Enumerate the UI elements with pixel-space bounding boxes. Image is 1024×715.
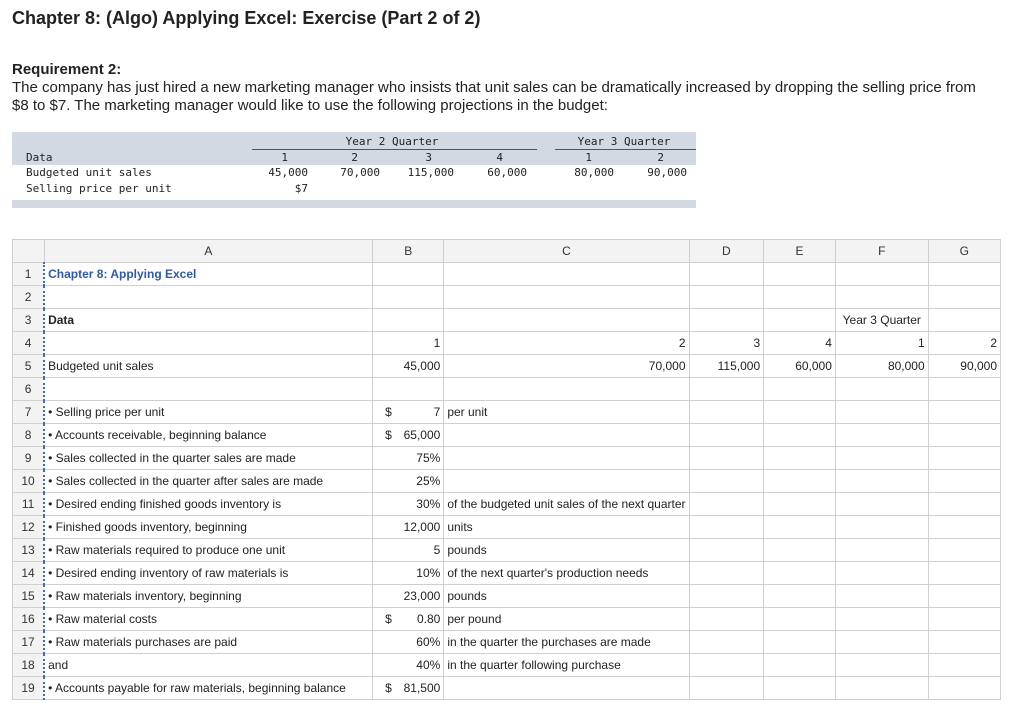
cell-e[interactable]	[764, 539, 836, 562]
row-number[interactable]: 1	[13, 263, 45, 286]
table-row	[13, 654, 1001, 677]
cell-f[interactable]	[835, 585, 928, 608]
cell-value: 75%	[416, 451, 441, 465]
cell-c[interactable]	[444, 309, 689, 332]
row-number[interactable]: 11	[13, 493, 45, 516]
currency-symbol: $	[385, 405, 392, 419]
cell-a[interactable]	[44, 378, 372, 401]
year2-underline	[252, 149, 537, 150]
cell-g[interactable]	[928, 470, 1000, 493]
cell-c[interactable]: 70,000	[444, 355, 689, 378]
column-header[interactable]: F	[835, 240, 928, 263]
column-header[interactable]: B	[373, 240, 444, 263]
cell-a[interactable]: • Raw material costs	[44, 608, 372, 631]
cell-d[interactable]	[689, 608, 764, 631]
cell-a[interactable]: Chapter 8: Applying Excel	[44, 263, 372, 286]
cell-d[interactable]	[689, 309, 764, 332]
cell-c[interactable]	[444, 424, 689, 447]
data-label: Data	[26, 151, 53, 164]
cell-g[interactable]	[928, 631, 1000, 654]
row-number[interactable]: 16	[13, 608, 45, 631]
cell-b[interactable]	[373, 608, 444, 631]
row-number[interactable]: 14	[13, 562, 45, 585]
cell-value: 60%	[416, 635, 441, 649]
cell-value: 10%	[416, 566, 441, 580]
column-header[interactable]: C	[444, 240, 689, 263]
cell-g[interactable]	[928, 654, 1000, 677]
requirement-text: The company has just hired a new marketing manager who insists that unit sales can be dramatically increased by dropping the selling price from $8 to $7. The marketing manager would like to use the following projections in the budget:	[12, 79, 976, 114]
cell-b[interactable]	[373, 585, 444, 608]
row-number[interactable]: 3	[13, 309, 45, 332]
cell-d[interactable]	[689, 424, 764, 447]
cell-e[interactable]	[764, 378, 836, 401]
cell-b[interactable]	[373, 631, 444, 654]
projection-data-table	[12, 132, 696, 208]
cell-g[interactable]	[928, 401, 1000, 424]
year3-underline	[555, 149, 696, 150]
currency-symbol: $	[385, 681, 392, 695]
table-row	[13, 447, 1001, 470]
row-number[interactable]: 18	[13, 654, 45, 677]
cell-f[interactable]	[835, 493, 928, 516]
cell-c[interactable]: in the quarter the purchases are made	[444, 631, 689, 654]
table-row	[13, 309, 1001, 332]
cell-c[interactable]: pounds	[444, 539, 689, 562]
cell-c[interactable]	[444, 286, 689, 309]
cell-e[interactable]	[764, 401, 836, 424]
sales-label: Budgeted unit sales	[26, 166, 152, 179]
cell-value: 0.80	[416, 612, 441, 626]
cell-a[interactable]: • Selling price per unit	[44, 401, 372, 424]
cell-e[interactable]: 4	[764, 332, 836, 355]
cell-e[interactable]: 60,000	[764, 355, 836, 378]
cell-d[interactable]	[689, 286, 764, 309]
cell-b[interactable]	[373, 470, 444, 493]
cell-c[interactable]: of the next quarter's production needs	[444, 562, 689, 585]
table-row	[13, 470, 1001, 493]
quarter-header: 1	[281, 151, 288, 164]
cell-b[interactable]	[373, 378, 444, 401]
cell-d[interactable]	[689, 378, 764, 401]
cell-g[interactable]	[928, 263, 1000, 286]
cell-e[interactable]	[764, 631, 836, 654]
cell-e[interactable]	[764, 654, 836, 677]
cell-d[interactable]: 3	[689, 332, 764, 355]
year3-quarter-label: Year 3 Quarter	[577, 135, 671, 148]
cell-e[interactable]	[764, 424, 836, 447]
cell-a[interactable]: • Raw materials required to produce one unit	[44, 539, 372, 562]
row-number[interactable]: 19	[13, 677, 45, 700]
table-row	[13, 516, 1001, 539]
cell-a[interactable]: Data	[44, 309, 372, 332]
sales-value: 90,000	[647, 166, 687, 179]
cell-b[interactable]	[373, 424, 444, 447]
cell-d[interactable]: 115,000	[689, 355, 764, 378]
column-header[interactable]: G	[928, 240, 1000, 263]
row-number[interactable]: 10	[13, 470, 45, 493]
cell-e[interactable]	[764, 562, 836, 585]
cell-d[interactable]	[689, 493, 764, 516]
cell-g[interactable]	[928, 424, 1000, 447]
table-row	[13, 539, 1001, 562]
cell-f[interactable]	[835, 631, 928, 654]
corner-cell[interactable]	[13, 240, 45, 263]
cell-g[interactable]: 90,000	[928, 355, 1000, 378]
cell-d[interactable]	[689, 263, 764, 286]
cell-a[interactable]: • Raw materials purchases are paid	[44, 631, 372, 654]
spreadsheet-grid	[12, 239, 1001, 700]
currency-symbol: $	[385, 428, 392, 442]
column-header-row	[13, 240, 1001, 263]
cell-c[interactable]	[444, 263, 689, 286]
cell-value: 40%	[416, 658, 441, 672]
cell-c[interactable]: pounds	[444, 585, 689, 608]
cell-f[interactable]	[835, 378, 928, 401]
cell-g[interactable]	[928, 677, 1000, 700]
cell-g[interactable]	[928, 539, 1000, 562]
cell-d[interactable]	[689, 631, 764, 654]
cell-g[interactable]	[928, 309, 1000, 332]
cell-f[interactable]	[835, 539, 928, 562]
sales-value: 45,000	[268, 166, 308, 179]
cell-value: 1	[433, 336, 441, 350]
quarter-header: 2	[351, 151, 358, 164]
table-row	[13, 332, 1001, 355]
cell-a[interactable]: • Accounts payable for raw materials, beginning balance	[44, 677, 372, 700]
cell-e[interactable]	[764, 608, 836, 631]
currency-symbol: $	[385, 612, 392, 626]
cell-f[interactable]	[835, 608, 928, 631]
table-row	[13, 355, 1001, 378]
table-row	[13, 378, 1001, 401]
row-number[interactable]: 9	[13, 447, 45, 470]
row-number[interactable]: 15	[13, 585, 45, 608]
row-number[interactable]: 7	[13, 401, 45, 424]
cell-e[interactable]	[764, 493, 836, 516]
cell-c[interactable]	[444, 677, 689, 700]
price-value: $7	[294, 182, 308, 195]
cell-e[interactable]	[764, 585, 836, 608]
cell-d[interactable]	[689, 516, 764, 539]
spreadsheet	[12, 239, 1001, 700]
cell-b[interactable]	[373, 516, 444, 539]
table-row	[13, 631, 1001, 654]
cell-e[interactable]	[764, 263, 836, 286]
cell-f[interactable]: Year 3 Quarter	[835, 309, 928, 332]
cell-b[interactable]	[373, 493, 444, 516]
cell-b[interactable]	[373, 401, 444, 424]
quarter-header: 1	[585, 151, 592, 164]
cell-a[interactable]: • Accounts receivable, beginning balance	[44, 424, 372, 447]
cell-a[interactable]: • Desired ending inventory of raw materials is	[44, 562, 372, 585]
cell-value: 45,000	[403, 359, 441, 373]
cell-g[interactable]	[928, 516, 1000, 539]
cell-c[interactable]: per pound	[444, 608, 689, 631]
quarter-header: 2	[657, 151, 664, 164]
cell-a[interactable]: • Sales collected in the quarter after sales are made	[44, 470, 372, 493]
cell-c[interactable]	[444, 447, 689, 470]
cell-f[interactable]	[835, 286, 928, 309]
sales-value: 60,000	[487, 166, 527, 179]
cell-d[interactable]	[689, 585, 764, 608]
row-number[interactable]: 4	[13, 332, 45, 355]
cell-c[interactable]: 2	[444, 332, 689, 355]
cell-f[interactable]	[835, 470, 928, 493]
row-number[interactable]: 8	[13, 424, 45, 447]
cell-value: 81,500	[403, 681, 441, 695]
cell-g[interactable]	[928, 562, 1000, 585]
cell-e[interactable]	[764, 286, 836, 309]
quarter-header: 4	[496, 151, 503, 164]
table-row	[13, 493, 1001, 516]
cell-d[interactable]	[689, 539, 764, 562]
cell-c[interactable]	[444, 470, 689, 493]
cell-f[interactable]: 1	[835, 332, 928, 355]
cell-value: 7	[433, 405, 441, 419]
cell-f[interactable]	[835, 677, 928, 700]
cell-d[interactable]	[689, 401, 764, 424]
cell-a[interactable]: • Sales collected in the quarter sales are made	[44, 447, 372, 470]
cell-b[interactable]	[373, 309, 444, 332]
row-number[interactable]: 6	[13, 378, 45, 401]
cell-e[interactable]	[764, 677, 836, 700]
table-footer-band	[12, 200, 696, 208]
sales-value: 115,000	[407, 166, 454, 179]
price-label: Selling price per unit	[26, 182, 172, 195]
page-title: Chapter 8: (Algo) Applying Excel: Exercise (Part 2 of 2)	[12, 8, 481, 28]
cell-a[interactable]: • Desired ending finished goods inventory is	[44, 493, 372, 516]
column-header[interactable]: D	[689, 240, 764, 263]
cell-g[interactable]	[928, 608, 1000, 631]
table-row	[13, 401, 1001, 424]
table-row	[13, 562, 1001, 585]
row-number[interactable]: 5	[13, 355, 45, 378]
cell-d[interactable]	[689, 447, 764, 470]
cell-b[interactable]	[373, 447, 444, 470]
cell-a[interactable]: and	[44, 654, 372, 677]
table-row	[13, 424, 1001, 447]
row-number[interactable]: 13	[13, 539, 45, 562]
requirement-heading: Requirement 2:	[12, 61, 122, 78]
cell-a[interactable]: Budgeted unit sales	[44, 355, 372, 378]
cell-c[interactable]	[444, 378, 689, 401]
cell-f[interactable]	[835, 562, 928, 585]
cell-e[interactable]	[764, 470, 836, 493]
cell-g[interactable]	[928, 585, 1000, 608]
cell-b[interactable]	[373, 654, 444, 677]
year2-quarter-label: Year 2 Quarter	[345, 135, 439, 148]
cell-b[interactable]	[373, 286, 444, 309]
cell-c[interactable]: of the budgeted unit sales of the next quarter	[444, 493, 689, 516]
quarter-header: 3	[425, 151, 432, 164]
cell-value: 25%	[416, 474, 441, 488]
table-row	[13, 608, 1001, 631]
cell-a[interactable]	[44, 286, 372, 309]
cell-c[interactable]: in the quarter following purchase	[444, 654, 689, 677]
cell-a[interactable]: • Raw materials inventory, beginning	[44, 585, 372, 608]
sales-value: 70,000	[340, 166, 380, 179]
cell-c[interactable]: per unit	[444, 401, 689, 424]
cell-g[interactable]	[928, 286, 1000, 309]
cell-f[interactable]	[835, 424, 928, 447]
cell-b[interactable]	[373, 332, 444, 355]
cell-value: 30%	[416, 497, 441, 511]
cell-b[interactable]	[373, 677, 444, 700]
cell-f[interactable]	[835, 516, 928, 539]
table-row	[13, 585, 1001, 608]
column-header[interactable]: E	[764, 240, 836, 263]
cell-b[interactable]	[373, 263, 444, 286]
sales-value: 80,000	[574, 166, 614, 179]
cell-b[interactable]	[373, 539, 444, 562]
cell-g[interactable]	[928, 493, 1000, 516]
cell-d[interactable]	[689, 562, 764, 585]
column-header[interactable]: A	[44, 240, 372, 263]
cell-value: 23,000	[403, 589, 441, 603]
cell-e[interactable]	[764, 447, 836, 470]
cell-c[interactable]: units	[444, 516, 689, 539]
cell-f[interactable]	[835, 401, 928, 424]
table-row	[13, 677, 1001, 700]
row-number[interactable]: 2	[13, 286, 45, 309]
table-row	[13, 286, 1001, 309]
table-row	[13, 263, 1001, 286]
cell-d[interactable]	[689, 470, 764, 493]
cell-a[interactable]	[44, 332, 372, 355]
cell-b[interactable]	[373, 355, 444, 378]
cell-value: 5	[433, 543, 441, 557]
cell-value: 12,000	[403, 520, 441, 534]
cell-d[interactable]	[689, 677, 764, 700]
cell-e[interactable]	[764, 516, 836, 539]
cell-d[interactable]	[689, 654, 764, 677]
cell-f[interactable]	[835, 263, 928, 286]
cell-b[interactable]	[373, 562, 444, 585]
cell-f[interactable]	[835, 447, 928, 470]
row-number[interactable]: 12	[13, 516, 45, 539]
cell-f[interactable]	[835, 654, 928, 677]
cell-g[interactable]	[928, 447, 1000, 470]
cell-g[interactable]	[928, 378, 1000, 401]
row-number[interactable]: 17	[13, 631, 45, 654]
cell-value: 65,000	[403, 428, 441, 442]
cell-f[interactable]: 80,000	[835, 355, 928, 378]
cell-a[interactable]: • Finished goods inventory, beginning	[44, 516, 372, 539]
cell-g[interactable]: 2	[928, 332, 1000, 355]
cell-e[interactable]	[764, 309, 836, 332]
